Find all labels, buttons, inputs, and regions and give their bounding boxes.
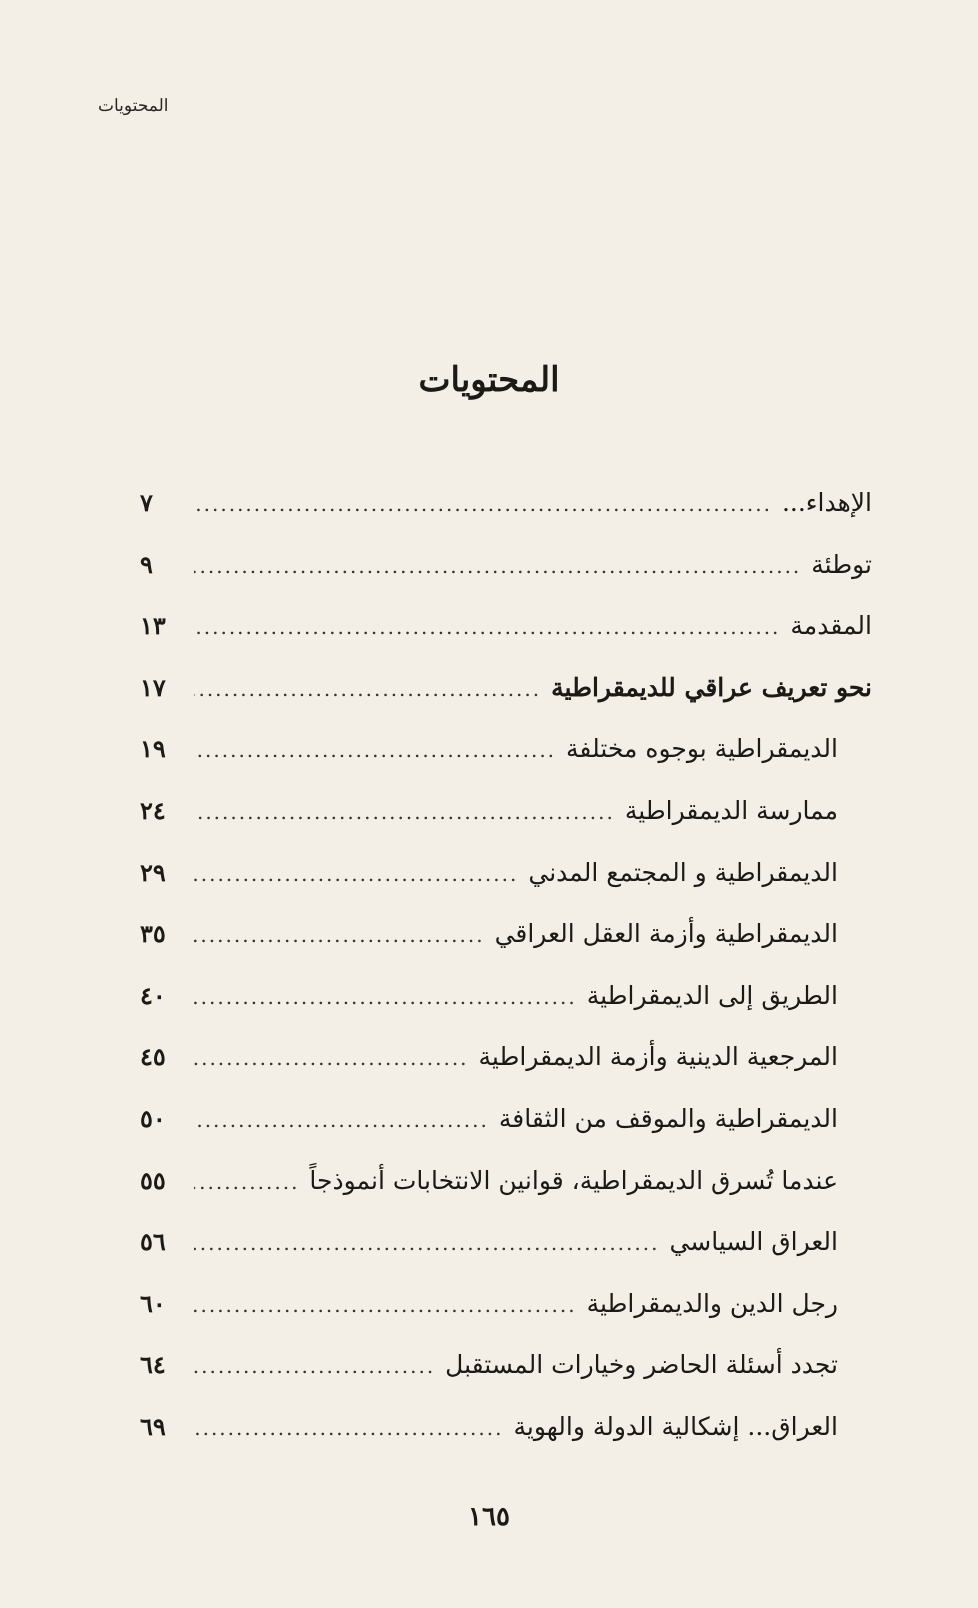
- toc-entry: [140, 981, 872, 1043]
- toc-entry: [140, 1104, 872, 1166]
- toc-entry-title: نحو تعريف عراقي للديمقراطية: [551, 672, 872, 702]
- toc-entry-page: ٥٥: [140, 1165, 166, 1195]
- dot-leader: [194, 985, 577, 1009]
- toc-entry-title: تجدد أسئلة الحاضر وخيارات المستقبل: [445, 1350, 838, 1380]
- toc-entry-page: ٩: [140, 549, 153, 579]
- toc-entry: [140, 1350, 872, 1412]
- toc-entry-title: الديمقراطية والموقف من الثقافة: [498, 1103, 838, 1133]
- toc-entry: [140, 550, 872, 612]
- dot-leader: [194, 1046, 469, 1070]
- toc-entry-title: المقدمة: [790, 611, 872, 641]
- toc-entry-title: توطئة: [811, 549, 872, 579]
- table-of-contents: [140, 488, 872, 1474]
- toc-entry-page: ١٧: [140, 672, 166, 702]
- toc-entry-title: الديمقراطية و المجتمع المدني: [528, 857, 838, 887]
- toc-entry: [140, 858, 872, 920]
- toc-entry: [140, 488, 872, 550]
- toc-entry: [140, 919, 872, 981]
- toc-entry-title: عندما تُسرق الديمقراطية، قوانين الانتخابات أنموذجاً: [309, 1165, 838, 1195]
- toc-entry: [140, 734, 872, 796]
- dot-leader: [194, 677, 541, 701]
- toc-entry: [140, 1166, 872, 1228]
- toc-entry: [140, 1289, 872, 1351]
- toc-entry: [140, 796, 872, 858]
- toc-entry-title: ممارسة الديمقراطية: [624, 795, 838, 825]
- dot-leader: [194, 1354, 435, 1378]
- toc-entry-title: الديمقراطية وأزمة العقل العراقي: [494, 919, 838, 949]
- toc-entry-page: ٢٩: [140, 857, 166, 887]
- toc-entry-title: الإهداء...: [781, 488, 872, 517]
- dot-leader: [194, 1231, 659, 1255]
- dot-leader: [194, 554, 801, 578]
- dot-leader: [194, 1293, 577, 1317]
- toc-entry-title: الطريق إلى الديمقراطية: [586, 980, 838, 1010]
- toc-entry-page: ١٣: [140, 611, 166, 641]
- toc-entry-page: ١٩: [140, 734, 166, 764]
- page-title: المحتويات: [418, 360, 560, 400]
- toc-entry: [140, 611, 872, 673]
- toc-entry-title: المرجعية الدينية وأزمة الديمقراطية: [478, 1042, 838, 1072]
- toc-entry-page: ٢٤: [140, 795, 166, 825]
- toc-entry-title: الديمقراطية بوجوه مختلفة: [566, 734, 838, 764]
- dot-leader: [194, 800, 615, 824]
- dot-leader: [194, 492, 772, 516]
- dot-leader: [194, 1108, 489, 1132]
- dot-leader: [194, 1170, 299, 1194]
- toc-entry: [140, 1042, 872, 1104]
- toc-entry-page: ٤٠: [140, 980, 166, 1010]
- running-header: المحتويات: [98, 96, 169, 116]
- page-number: ١٦٥: [468, 1502, 510, 1532]
- toc-entry-page: ٦٩: [140, 1411, 166, 1441]
- toc-entry: [140, 673, 872, 735]
- toc-entry-page: ٦٤: [140, 1350, 166, 1380]
- toc-entry-page: ٧: [140, 488, 153, 517]
- dot-leader: [194, 923, 485, 947]
- toc-entry: [140, 1227, 872, 1289]
- dot-leader: [194, 738, 556, 762]
- toc-entry-page: ٣٥: [140, 919, 166, 949]
- toc-entry-page: ٤٥: [140, 1042, 166, 1072]
- toc-entry: [140, 1412, 872, 1474]
- toc-entry-page: ٦٠: [140, 1288, 166, 1318]
- toc-entry-page: ٥٠: [140, 1103, 166, 1133]
- dot-leader: [194, 615, 780, 639]
- toc-entry-page: ٥٦: [140, 1227, 166, 1257]
- dot-leader: [194, 862, 518, 886]
- dot-leader: [194, 1416, 503, 1440]
- toc-entry-title: رجل الدين والديمقراطية: [586, 1288, 838, 1318]
- toc-entry-title: العراق السياسي: [669, 1227, 838, 1257]
- toc-entry-title: العراق... إشكالية الدولة والهوية: [513, 1411, 838, 1441]
